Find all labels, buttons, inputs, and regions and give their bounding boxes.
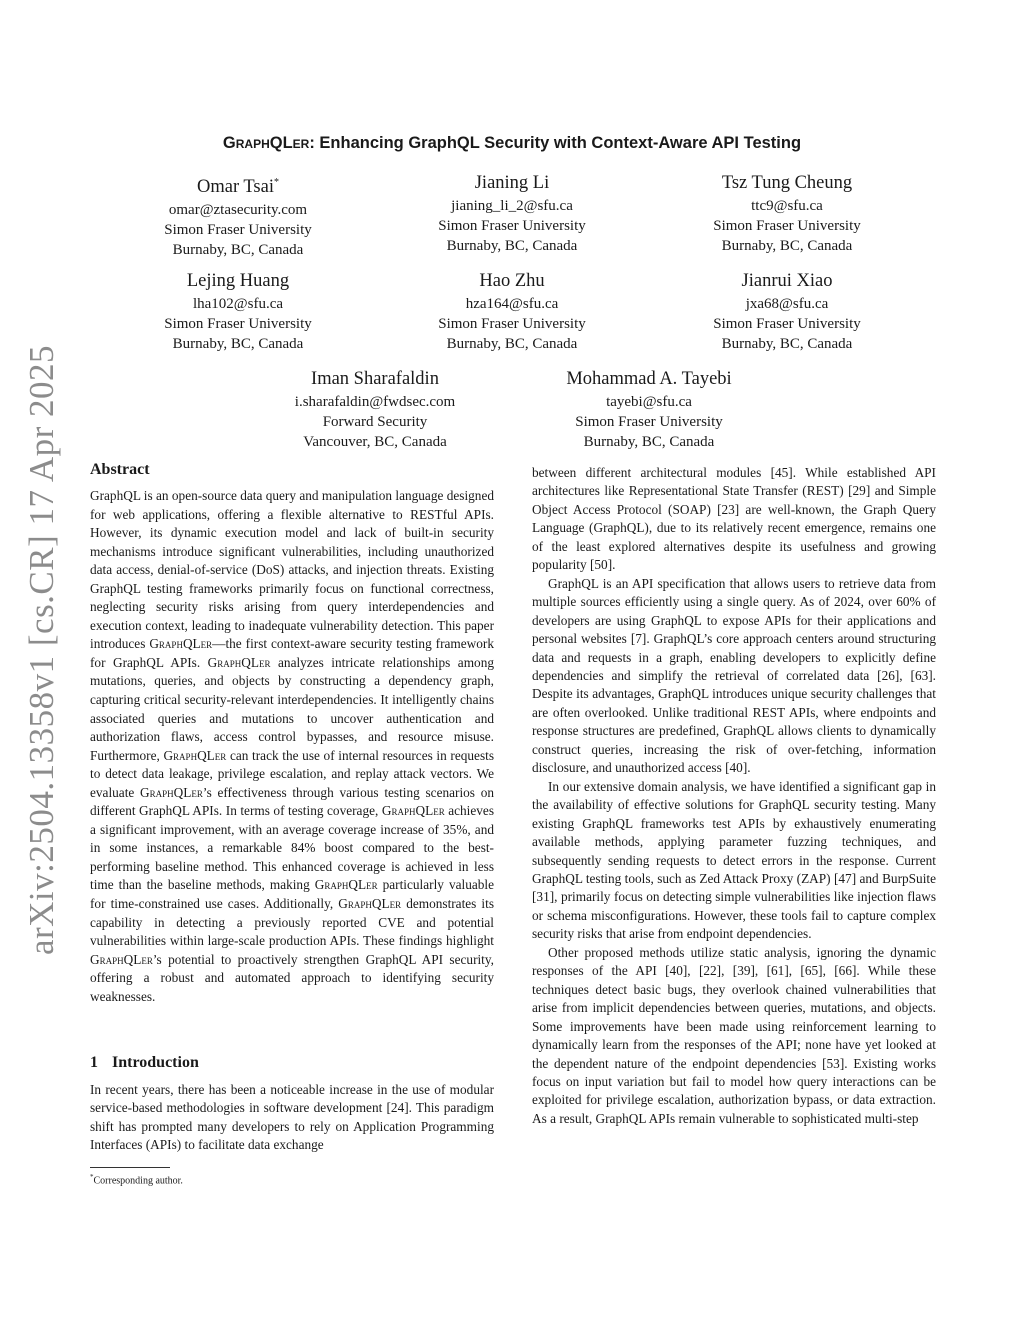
author-email: jianing_li_2@sfu.ca [451,198,573,214]
author-name: Hao Zhu [479,271,545,291]
paper-title [90,134,934,153]
body-paragraph: Other proposed methods utilize static analysis, ignoring the dynamic responses of the API [40], [22], [39], [61], [65], [66]. While these techniques detect basic bugs, they overlook chained vulnerabilities that arise from implicit dependencies between queries, mutations, and objects. Some improvements have been made using reinforcement learning to dynamically learn from the responses of the API; none have yet looked at the dependent nature of the endpoint dependencies [53]. Existing works focus on input variation but fail to model how query interactions can be exploited for privilege escalation, authorization bypass, or data extraction. As a result, GraphQL APIs remain vulnerable to sophisticated multi-step [532,944,936,1126]
tool-name: GraphQLer [222,134,310,152]
body-paragraph: In our extensive domain analysis, we have identified a significant gap in the availability of effective solutions for GraphQL security testing. Many existing GraphQL frameworks test APIs by exhaustively enumerating available methods, applying parameter fuzzing techniques, and subsequently sending requests to detect errors in the response. Current GraphQL testing tools, such as Zed Attack Proxy (ZAP) [47] and BurpSuite [31], primarily focus on detecting simple vulnerabilities like injection flaws or schema misconfigurations. However, these tools fail to capture complex security risks that arise from endpoint dependencies. [532,778,936,942]
author-affiliation: Simon Fraser University [713,316,861,332]
body-paragraph: GraphQL is an API specification that allows users to retrieve data from multiple sources efficiently using a single query. As of 2024, over 60% of developers are using GraphQL to expose APIs for their applications and personal websites [7]. GraphQL’s core approach centers around structuring data and requests in a graph, enabling developers to explicitly define dependencies and simplify the retrieval of correlated data [26], [63]. Despite its advantages, GraphQL introduces unique security challenges that are often overlooked. Unlike traditional REST APIs, where endpoints and response structures are predefined, GraphQL allows clients to dynamically construct queries, increasing the risk of over-fetching, information disclosure, and unauthorized access [40]. [532,575,936,776]
footnote-divider [90,1167,170,1168]
author-email: tayebi@sfu.ca [606,394,692,410]
author-block [377,268,647,354]
author-location: Burnaby, BC, Canada [446,336,578,352]
author-name: Tsz Tung Cheung [721,173,853,193]
author-email: jxa68@sfu.ca [745,296,829,312]
author-name: Lejing Huang [186,271,290,291]
author-email: omar@ztasecurity.com [168,202,308,219]
author-block [652,170,922,256]
author-block [240,366,510,452]
intro-paragraph: In recent years, there has been a noticeable increase in the use of modular service-based methodologies in software development [24]. This paradigm shift has prompted many developers to rely on Application Programming Interfaces (APIs) to facilitate data exchange [90,1082,494,1152]
author-affiliation: Simon Fraser University [164,222,312,239]
author-name: Iman Sharafaldin [311,369,439,389]
footnote-text: Corresponding author. [93,1175,183,1187]
author-block [377,170,647,256]
author-email: i.sharafaldin@fwdsec.com [294,394,456,410]
body-paragraph: between different architectural modules [45]. While established API architectures like Representational State Transfer (REST) [29] and Simple Object Access Protocol (SOAP) [23] are well-known, the Graph Query Language (GraphQL), due to its relatively recent emergence, remains one of the least explored alternatives despite its usefulness and growing popularity [50]. [532,465,936,573]
author-affiliation: Simon Fraser University [438,316,586,332]
author-location: Burnaby, BC, Canada [721,336,853,352]
author-location: Burnaby, BC, Canada [583,434,715,450]
author-affiliation: Simon Fraser University [438,218,586,234]
section-title: Introduction [112,1054,199,1071]
author-name: Jianing Li [474,173,550,193]
footnote [90,1173,183,1186]
arxiv-side-stamp [0,0,84,1325]
author-location: Burnaby, BC, Canada [446,238,578,254]
author-name: Jianrui Xiao [741,271,833,291]
author-affiliation: Simon Fraser University [164,316,312,332]
corresponding-mark: * [273,177,279,188]
section-heading-introduction [90,1054,199,1072]
abstract-body [90,487,494,1006]
section-number: 1 [90,1054,98,1071]
title-rest: : Enhancing GraphQL Security with Context-Aware API Testing [309,134,802,152]
author-affiliation: Simon Fraser University [713,218,861,234]
abstract-heading: Abstract [90,461,150,478]
abstract-paragraph: GraphQL is an open-source data query and manipulation language designed for web applications, offering a flexible alternative to RESTful APIs. However, its dynamic execution model and lack of built-in security mechanisms introduce significant vulnerabilities, including unauthorized data access, denial-of-service (DoS) attacks, and injection threats. Existing GraphQL testing frameworks primarily focus on functional correctness, neglecting security risks arising from query interdependencies and execution context, leading to inadequate vulnerability detection. This paper introduces GraphQLer—the first context-aware security testing framework for GraphQL APIs. GraphQLer analyzes intricate relationships among mutations, queries, and objects by constructing a dependency graph, capturing critical security-relevant interdependencies. It intelligently chains associated queries and mutations to uncover authentication and authorization flaws, access control bypasses, and resource misuse. Furthermore, GraphQLer can track the use of internal resources in requests to detect data leakage, privilege escalation, and replay attack vectors. We evaluate GraphQLer’s effectiveness through various testing scenarios on different GraphQL APIs. In terms of testing coverage, GraphQLer achieves a significant improvement, with an average coverage increase of 35%, and in some instances, a remarkable 84% boost compared to the best-performing baseline method. This enhanced coverage is achieved in less time than the baseline methods, making GraphQLer particularly valuable for time-constrained use cases. Additionally, GraphQLer demonstrates its capability in detecting a previously reported CVE and potential vulnerabilities within large-scale production APIs. These findings highlight GraphQLer’s potential to proactively strengthen GraphQL API security, offering a robust and automated approach to identifying security weaknesses. [90,488,495,1004]
arxiv-identifier: arXiv:2504.13358v1 [cs.CR] 17 Apr 2025 [22,344,61,956]
author-name: Mohammad A. Tayebi [566,369,732,389]
author-location: Burnaby, BC, Canada [172,242,304,259]
right-column [532,464,936,1128]
author-affiliation: Forward Security [322,414,428,430]
author-email: hza164@sfu.ca [465,296,559,312]
author-email: lha102@sfu.ca [192,296,284,312]
author-block [514,366,784,452]
author-email: ttc9@sfu.ca [751,198,823,214]
author-block [103,170,373,260]
author-location: Burnaby, BC, Canada [172,336,304,352]
footnote-mark: * [90,1173,94,1181]
author-location: Burnaby, BC, Canada [721,238,853,254]
author-affiliation: Simon Fraser University [575,414,723,430]
author-location: Vancouver, BC, Canada [303,434,447,450]
author-block [103,268,373,354]
author-name: Omar Tsai* [197,177,279,198]
author-block [652,268,922,354]
